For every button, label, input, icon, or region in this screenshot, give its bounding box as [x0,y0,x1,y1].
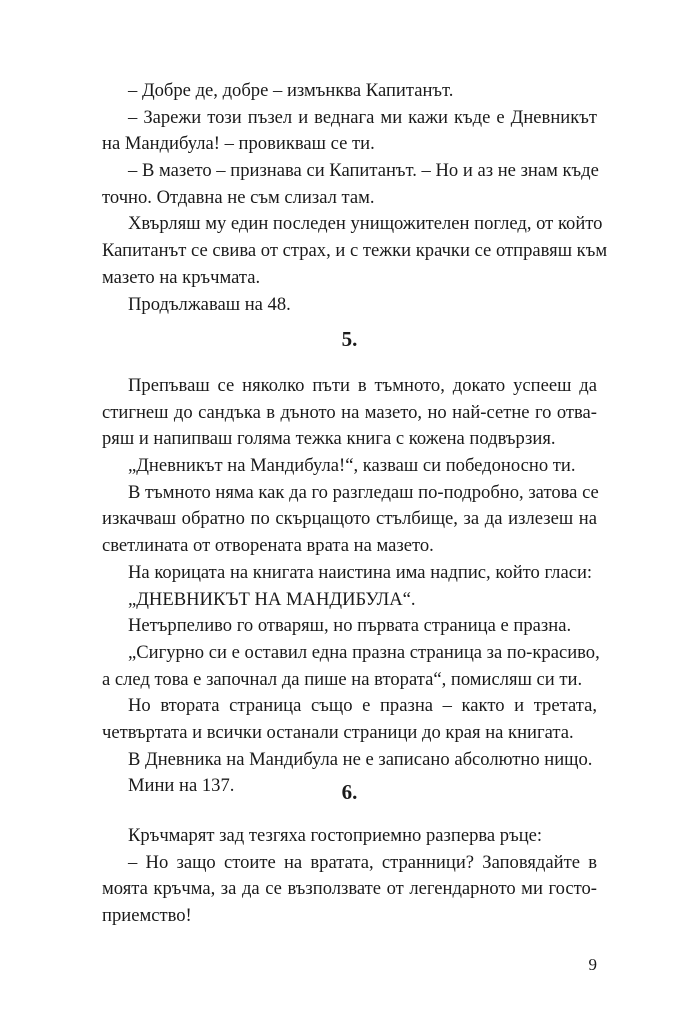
paragraph-line: „Дневникът на Мандибула!“, казваш си победоносно ти. [128,455,576,477]
paragraph-line: на Мандибула! – провикваш се ти. [102,133,375,155]
section-6-heading: 6. [341,780,358,804]
paragraph-line: приемство! [102,905,192,927]
paragraph-line: Но втората страница също е празна – както и третата, [128,695,597,717]
paragraph-line: – Добре де, добре – измънква Капитанът. [128,80,454,101]
paragraph-line: – Но защо стоите на вратата, странници? Заповядайте в [128,851,597,873]
paragraph-line: а след това е започнал да пише на втората“, помисляш си ти. [102,668,583,690]
paragraph-line: ряш и напипваш голяма тежка книга с кожена подвързия. [102,428,556,450]
page-number: 9 [588,955,597,974]
paragraph-line: моята кръчма, за да се възползвате от легендарното ми госто- [102,878,597,900]
paragraph-line: Препъваш се няколко пъти в тъмното, докато успееш да [128,375,597,396]
paragraph-line: Мини на 137. [128,775,235,797]
paragraph-line: Нетърпеливо го отваряш, но първата страница е празна. [128,615,572,637]
section-5-body [102,373,600,800]
paragraph-line: Хвърляш му един последен унищожителен поглед, от който [128,213,603,235]
paragraph-line: На корицата на книгата наистина има надпис, който гласи: [128,561,593,583]
paragraph-line: В Дневника на Мандибула не е записано абсолютно нищо. [128,748,593,770]
paragraph-line: точно. Отдавна не съм слизал там. [102,186,375,208]
section-5-heading: 5. [341,327,358,351]
paragraph-line: изкачваш обратно по скърцащото стълбище, за да излезеш на [102,508,597,530]
paragraph-line: Капитанът се свива от страх, и с тежки крачки се отправяш към [102,240,608,262]
paragraph-line: Кръчмарят зад тезгяха гостоприемно разперва ръце: [128,825,543,846]
paragraph-line: мазето на кръчмата. [102,266,261,288]
section-6-body [102,823,597,930]
paragraph-line: „Сигурно си е оставил една празна страница за по-красиво, [128,641,600,663]
paragraph-line: В тъмното няма как да го разгледаш по-подробно, затова се [128,481,599,503]
paragraph-line: – В мазето – признава си Капитанът. – Но и аз не знам къде [128,160,599,182]
paragraph-line: четвъртата и всички останали страници до края на книгата. [102,721,574,743]
paragraph-line: – Зарежи този пъзел и веднага ми кажи къде е Дневникът [128,106,597,128]
section-4-tail [102,78,608,318]
paragraph-line: светлината от отворената врата на мазето. [102,535,434,557]
paragraph-line: „ДНЕВНИКЪТ НА МАНДИБУЛА“. [128,588,416,610]
paragraph-line: стигнеш до сандъка в дъното на мазето, но най-сетне го отва- [102,401,597,423]
paragraph-line: Продължаваш на 48. [128,293,291,315]
